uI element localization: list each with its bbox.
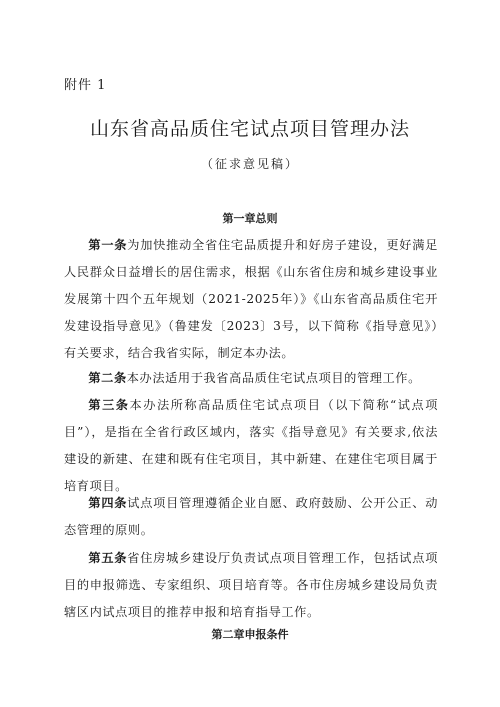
article-paragraph xyxy=(64,365,438,392)
article-text: 试点项目管理遵循企业自愿、政府鼓励、公开公正、动态管理的原则。 xyxy=(64,496,438,537)
document-subtitle: （征求意见稿） xyxy=(200,157,299,171)
article-number: 第二条 xyxy=(88,371,127,385)
document-title: 山东省高品质住宅试点项目管理办法 xyxy=(89,118,410,140)
attachment-label: 附件 1 xyxy=(64,78,107,93)
article-paragraph xyxy=(64,490,438,544)
article-number: 第三条 xyxy=(88,398,130,412)
article-number: 第五条 xyxy=(88,551,128,565)
article-paragraph xyxy=(64,392,438,500)
article-number: 第四条 xyxy=(88,496,128,510)
chapter-heading: 第二章申报条件 xyxy=(211,628,289,641)
article-text: 本办法适用于我省高品质住宅试点项目的管理工作。 xyxy=(126,371,421,385)
article-text: 省住房城乡建设厅负责试点项目管理工作，包括试点项目的申报筛选、专家组织、项目培育等。各市住房城乡建设局负责辖区内试点项目的推荐申报和培育指导工作。 xyxy=(64,551,438,619)
chapter-heading: 第一章总则 xyxy=(222,212,278,225)
article-paragraph xyxy=(64,232,438,367)
article-number: 第一条 xyxy=(88,238,128,252)
article-paragraph xyxy=(64,545,438,626)
article-text: 为加快推动全省住宅品质提升和好房子建设，更好满足人民群众日益增长的居住需求，根据《山东省住房和城乡建设事业发展第十四个五年规划（2021-2025年）》《山东省高品质住宅开发建设指导意见》（鲁建发〔2023〕3号，以下简称《指导意见》）有关要求，结合我省实际，制定本办法。 xyxy=(64,238,438,360)
article-text: 本办法所称高品质住宅试点项目（以下简称“试点项目”），是指在全省行政区域内，落实《指导意见》有关要求,依法建设的新建、在建和既有住宅项目，其中新建、在建住宅项目属于培育项目。 xyxy=(64,398,438,493)
